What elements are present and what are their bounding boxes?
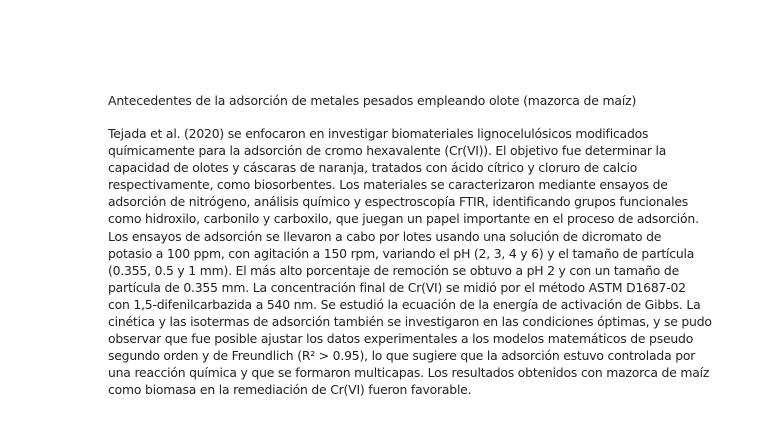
paragraph-line: respectivamente, como biosorbentes. Los materiales se caracterizaron mediante ensayos de (108, 177, 668, 193)
paragraph-line: segundo orden y de Freundlich (R² > 0.95), lo que sugiere que la adsorción estuvo controlada por (108, 348, 696, 364)
paragraph-line: (0.355, 0.5 y 1 mm). El más alto porcentaje de remoción se obtuvo a pH 2 y con un tamaño de (108, 262, 679, 278)
section-heading: Antecedentes de la adsorción de metales pesados empleando olote (mazorca de maíz) (108, 93, 637, 108)
paragraph-line: como hidroxilo, carbonilo y carboxilo, que juegan un papel importante en el proceso de adsorción. (108, 211, 699, 227)
paragraph-line: observar que fue posible ajustar los datos experimentales a los modelos matemáticos de pseudo (108, 331, 694, 347)
paragraph-line: como biomasa en la remediación de Cr(VI) fueron favorable. (108, 382, 472, 398)
paragraph-line: cinética y las isotermas de adsorción también se investigaron en las condiciones óptimas, y se pudo (108, 314, 712, 330)
paragraph-line: químicamente para la adsorción de cromo hexavalente (Cr(VI)). El objetivo fue determinar la (108, 143, 667, 159)
paragraph-line: capacidad de olotes y cáscaras de naranja, tratados con ácido cítrico y cloruro de calcio (108, 160, 638, 176)
paragraph-line: potasio a 100 ppm, con agitación a 150 rpm, variando el pH (2, 3, 4 y 6) y el tamaño de partícula (108, 245, 695, 261)
paragraph-line: con 1,5-difenilcarbazida a 540 nm. Se estudió la ecuación de la energía de activación de Gibbs. La (108, 296, 701, 312)
body-paragraph (108, 125, 768, 399)
paragraph-line: una reacción química y que se formaron multicapas. Los resultados obtenidos con mazorca de maíz (108, 365, 710, 381)
paragraph-line: Los ensayos de adsorción se llevaron a cabo por lotes usando una solución de dicromato de (108, 228, 662, 244)
paragraph-line: partícula de 0.355 mm. La concentración final de Cr(VI) se midió por el método ASTM D1687-02 (108, 279, 686, 295)
paragraph-line: Tejada et al. (2020) se enfocaron en investigar biomateriales lignocelulósicos modificados (108, 126, 649, 141)
paragraph-line: adsorción de nitrógeno, análisis químico y espectroscopía FTIR, identificando grupos funcionales (108, 194, 689, 210)
